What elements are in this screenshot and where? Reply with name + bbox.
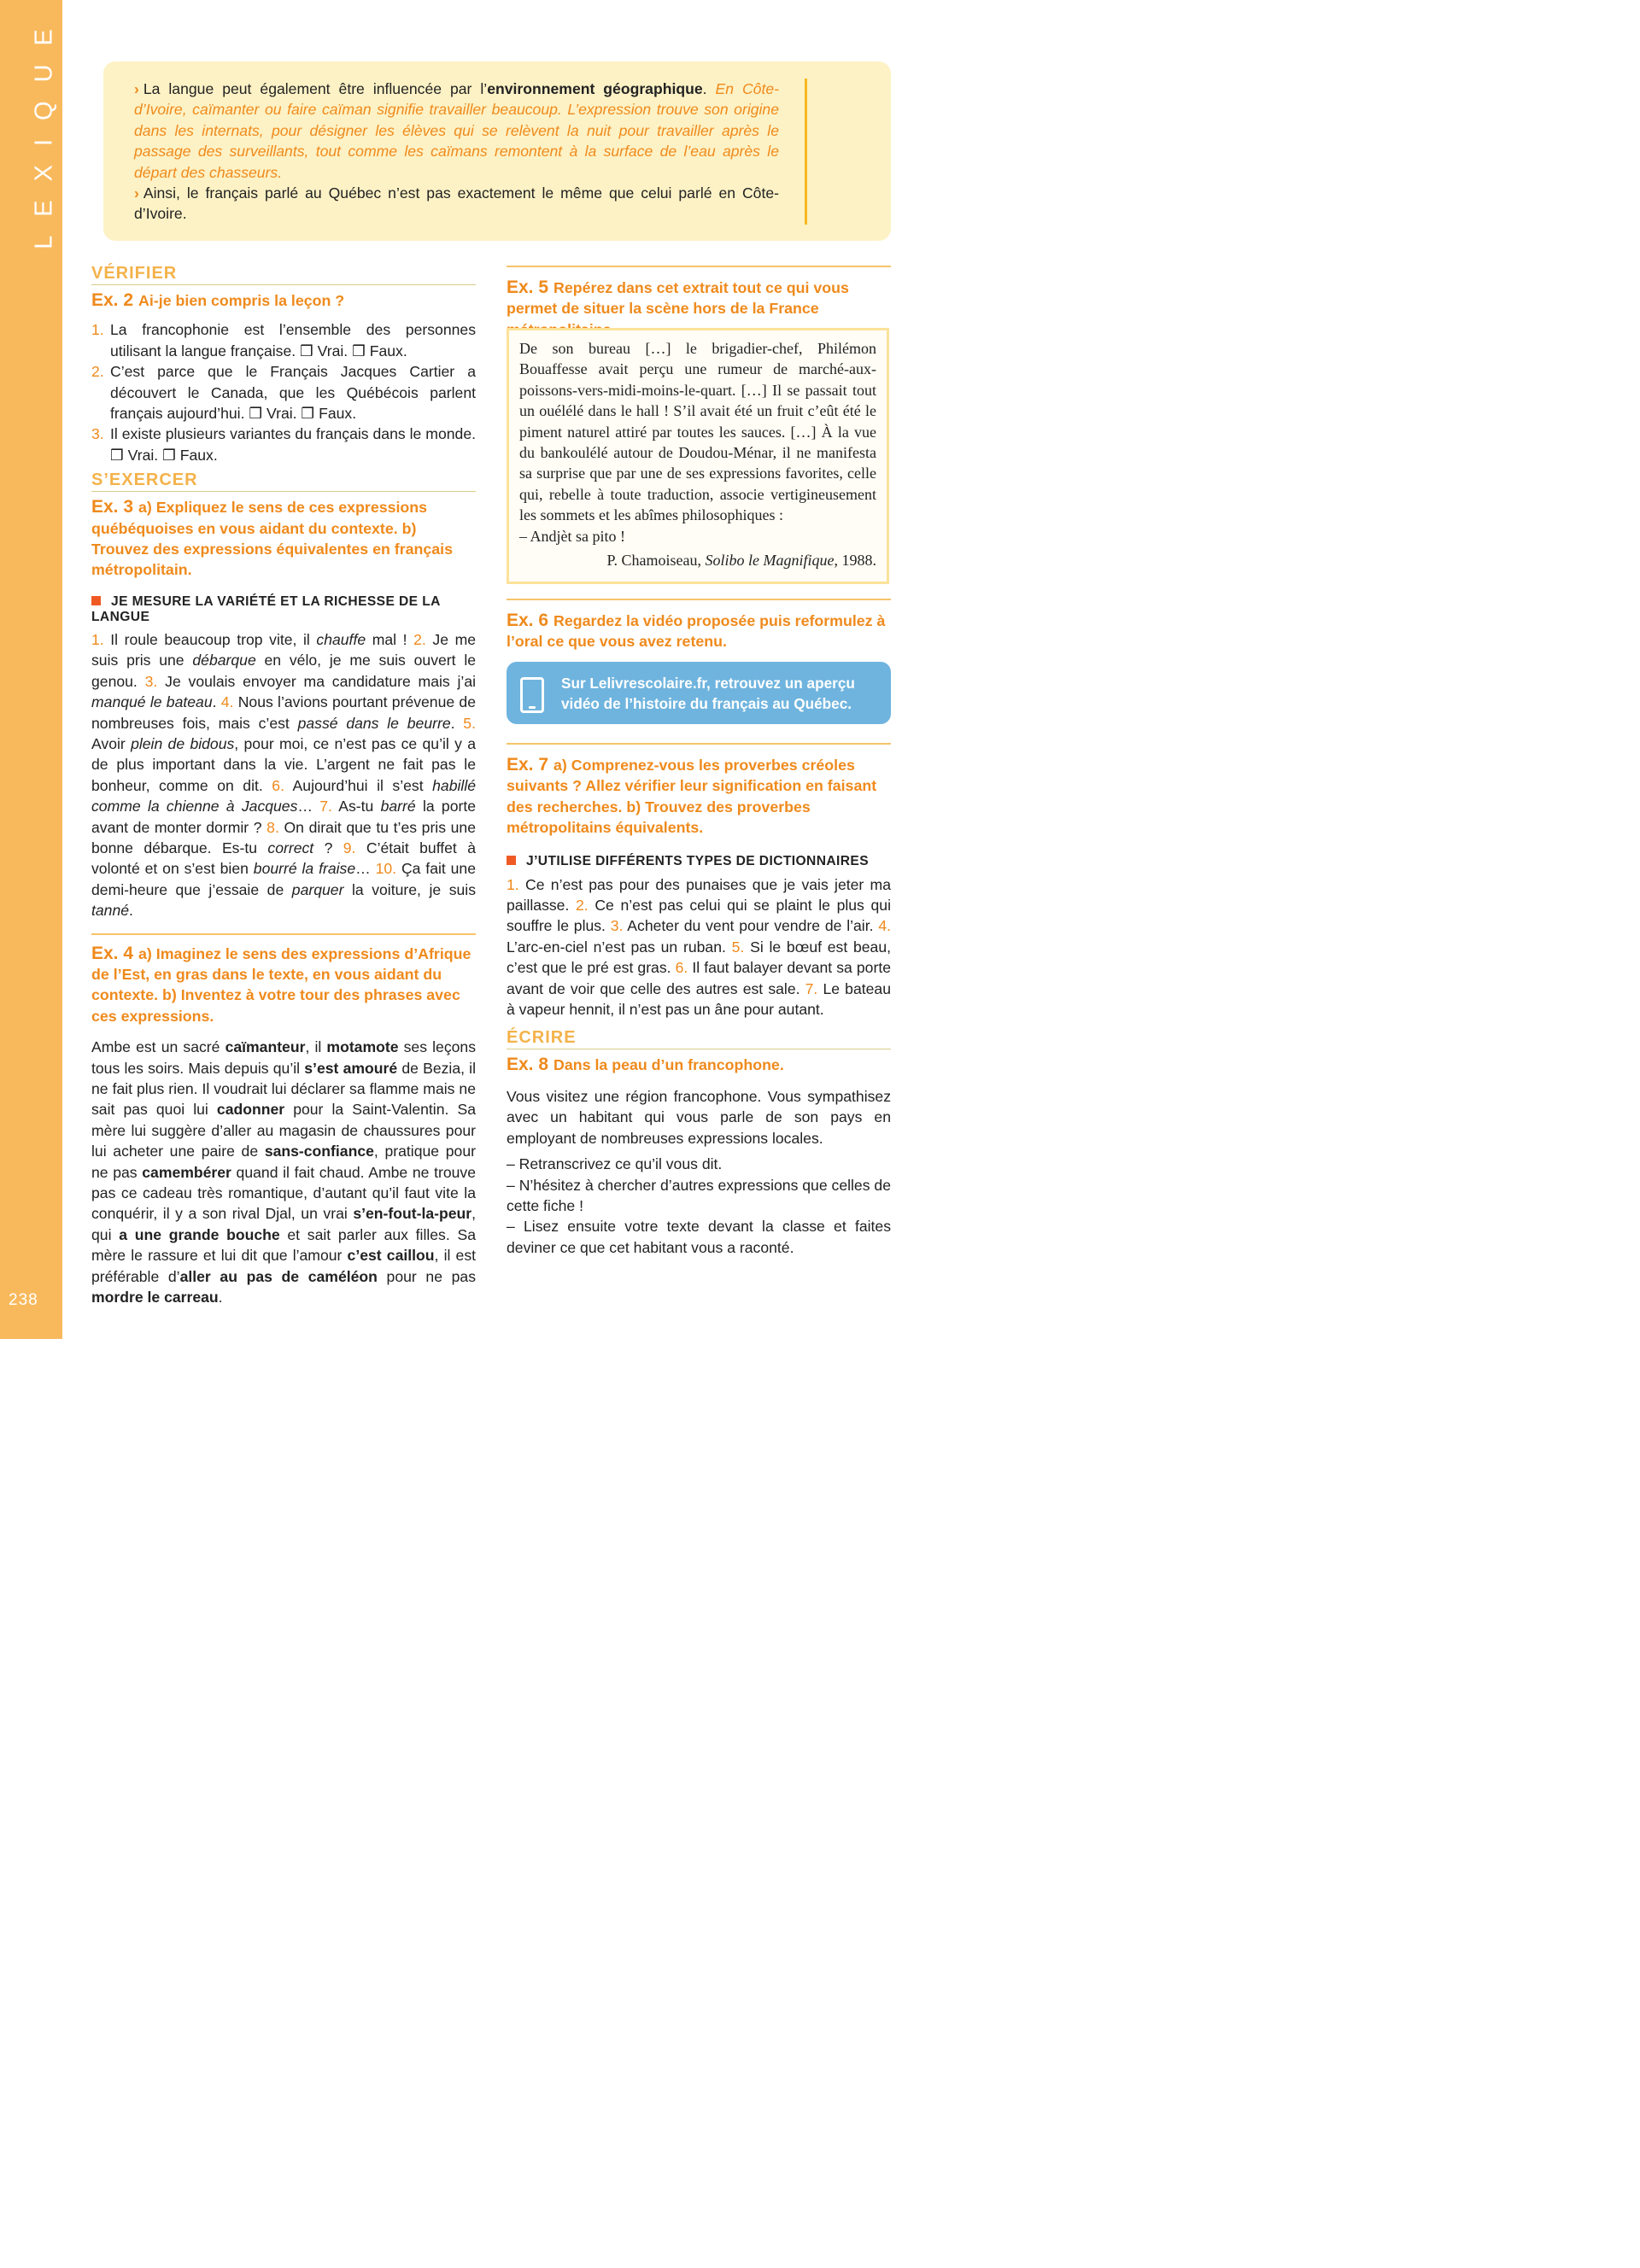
section-heading-exercer: S’EXERCER — [91, 471, 476, 492]
section-heading-ecrire: ÉCRIRE — [507, 1028, 891, 1049]
intro-text — [134, 79, 807, 225]
list-item: 2. C’est parce que le Français Jacques Cartier a découvert le Canada, que les Québécois parlent français aujourd’hui. ❒ Vrai. ❒ Faux. — [91, 363, 476, 423]
exercise-3-heading: Ex. 3 a) Expliquez le sens de ces expressions québéquoises en vous aidant du contexte. b) Trouvez des expressions équivalentes en français métropolitain. — [91, 497, 453, 579]
intro-box — [103, 61, 891, 241]
proverbs-list: 1. Ce n’est pas pour des punaises que je vais jeter ma paillasse. 2. Ce n’est pas celui qui se plaint le plus qui souffre le plus. 3. Acheter du vent pour vendre de l’air. 4. L’arc-en-ciel n’est pas un ruban. 5. Si le bœuf est beau, c’est que le pré est gras. 6. Il faut balayer devant sa porte avant de voir que celle des autres est sale. 7. Le bateau à vapeur hennit, il n’est pas un âne pour autant. — [507, 875, 892, 1019]
list-item: – Lisez ensuite votre texte devant la classe et faites deviner ce que cet habitant vous a raconté. — [507, 1218, 891, 1256]
exercise-7-block — [507, 743, 891, 1258]
intro-paragraph-1: › La langue peut également être influencée par l’environnement géographique. En Côte-d’Ivoire, caïmanter ou faire caïman signifie travailler beaucoup. L’expression trouve son origine dans les internats, pour désigner les élèves qui se relèvent la nuit pour travailler après le passage des surveillants, tout comme les caïmans remontent à la surface de l’eau après le départ des chasseurs. — [134, 80, 779, 181]
exercise-4-text: Ambe est un sacré caïmanteur, il motamote ses leçons tous les soirs. Mais depuis qu’il s’est amouré de Bezia, il ne fait plus rien. Il voudrait lui déclarer sa flamme mais ne sait pas quoi lui cadonner pour la Saint-Valentin. Sa mère lui suggère d’aller au magasin de chaussures pour lui acheter une paire de sans-confiance, pratique pour ne pas camembérer quand il fait chaud. Ambe ne trouve pas ce cadeau très romantique, d’autant qu’il faut vite la conquérir, il y a son rival Djal, un vrai s’en-fout-la-peur, qui a une grande bouche et sait parler aux filles. Sa mère le rassure et lui dit que l’amour c’est caillou, il est préférable d’aller au pas de caméléon pour ne pas mordre le carreau. — [91, 1038, 477, 1306]
exercise-8-instructions: Vous visitez une région francophone. Vous sympathisez avec un habitant qui vous parle de son pays en employant de nombreuses expressions locales. – Retranscrivez ce qu’il vous dit. – N’hésitez à chercher d’autres expressions que celles de cette fiche ! – Lisez ensuite votre texte devant la classe et faites deviner ce que cet habitant vous a raconté. — [507, 1086, 891, 1258]
divider — [507, 266, 891, 267]
video-link-text[interactable]: Sur Lelivrescolaire.fr, retrouvez un aperçu vidéo de l’histoire du français au Québec. — [561, 675, 855, 712]
exercise-8-heading: Ex. 8 Dans la peau d’un francophone. — [507, 1055, 784, 1075]
section-word: LEXIQUE — [30, 10, 58, 249]
sidebar — [0, 0, 62, 1339]
phone-icon — [520, 677, 544, 713]
exercise-3-sentences: 1. Il roule beaucoup trop vite, il chauffe mal ! 2. Je me suis pris une débarque en vélo, je me suis ouvert le genou. 3. Je voulais envoyer ma candidature mais j’ai manqué le bateau. 4. Nous l’avions pourtant prévenue de nombreuses fois, mais c’est passé dans le beurre. 5. Avoir plein de bidous, pour moi, ce n’est pas ce qu’il y a de plus important dans la vie. L’argent ne fait pas le bonheur, comme on dit. 6. Aujourd’hui il s’est habillé comme la chienne à Jacques… 7. As-tu barré la porte avant de monter dormir ? 8. On dirait que tu t’es pris une bonne débarque. Es-tu correct ? 9. C’était buffet à volonté et on s’est bien bourré la fraise… 10. Ça fait une demi-heure que j’essaie de parquer la voiture, je suis tanné. — [91, 630, 477, 920]
page-number: 238 — [9, 1291, 38, 1309]
divider — [507, 599, 891, 600]
list-item: 1. La francophonie est l’ensemble des personnes utilisant la langue française. ❒ Vrai. ❒ Faux. — [91, 321, 476, 359]
list-item: 3. Il existe plusieurs variantes du français dans le monde. ❒ Vrai. ❒ Faux. — [91, 425, 476, 464]
chevron-right-icon: › — [134, 184, 139, 202]
extract-source: P. Chamoiseau, Solibo le Magnifique, 1988. — [606, 552, 876, 570]
list-item: – N’hésitez à chercher d’autres expressions que celles de cette fiche ! — [507, 1176, 891, 1214]
divider — [91, 933, 476, 935]
list-item: – Retranscrivez ce qu’il vous dit. — [507, 1155, 723, 1173]
divider — [507, 743, 891, 745]
skill-label: J’UTILISE DIFFÉRENTS TYPES DE DICTIONNAIRES — [507, 854, 891, 869]
square-bullet-icon — [91, 596, 101, 605]
extract-quote: – Andjèt sa pito ! — [519, 527, 625, 545]
exercise-5-heading: Ex. 5 Repérez dans cet extrait tout ce qui vous permet de situer la scène hors de la France — [507, 278, 849, 318]
intro-paragraph-2: › Ainsi, le français parlé au Québec n’est pas exactement le même que celui parlé en Côte-d’Ivoire. — [134, 184, 779, 223]
left-column — [91, 264, 476, 1307]
exercise-2-heading: Ex. 2 Ai-je bien compris la leçon ? — [91, 290, 345, 310]
exercise-7-heading: Ex. 7 a) Comprenez-vous les proverbes créoles suivants ? Allez vérifier leur signification en faisant des recherches. b) Trouvez des proverbes métropolitains équivalents. — [507, 755, 877, 837]
exercise-6-block — [507, 599, 891, 652]
section-heading-verifier: VÉRIFIER — [91, 264, 476, 285]
square-bullet-icon — [507, 856, 516, 865]
exercise-4-heading: Ex. 4 a) Imaginez le sens des expressions d’Afrique de l’Est, en gras dans le texte, en vous aidant du contexte. b) Inventez à votre tour des phrases avec ces expressions. — [91, 943, 472, 1025]
exercise-2-list — [91, 319, 476, 465]
literary-extract — [507, 328, 889, 584]
exercise-6-heading: Ex. 6 Regardez la vidéo proposée puis reformulez à l’oral ce que vous avez retenu. — [507, 611, 886, 651]
skill-label: JE MESURE LA VARIÉTÉ ET LA RICHESSE DE LA LANGUE — [91, 593, 441, 624]
chevron-right-icon: › — [134, 80, 139, 97]
extract-text: De son bureau […] le brigadier-chef, Philémon Bouaffesse avait perçu une rumeur de marché-aux-poissons-vers-midi-moins-le-quart. […] Il se passait tout un ouélélé dans le hall ! S’il avait été un fruit c’eût été le piment naturel attiré par toutes les sauces. […] À la vue du bankoulélé autour de Doudou-Ménar, il ne manifesta sa surprise que par une de ses expressions favorites, celle qui, rebelle à toute traduction, associe vertigineusement les sommets et les abîmes philosophiques : — [519, 340, 876, 524]
video-link-card[interactable] — [507, 662, 891, 724]
intro-example: En Côte-d’Ivoire, caïmanter ou faire caïman signifie travailler beaucoup. L’expression trouve son origine dans les internats, pour désigner les élèves qui se relèvent la nuit pour travailler après le passage des surveillants, tout comme les caïmans remontent à la surface de l’eau après le départ des chasseurs. — [134, 80, 779, 181]
